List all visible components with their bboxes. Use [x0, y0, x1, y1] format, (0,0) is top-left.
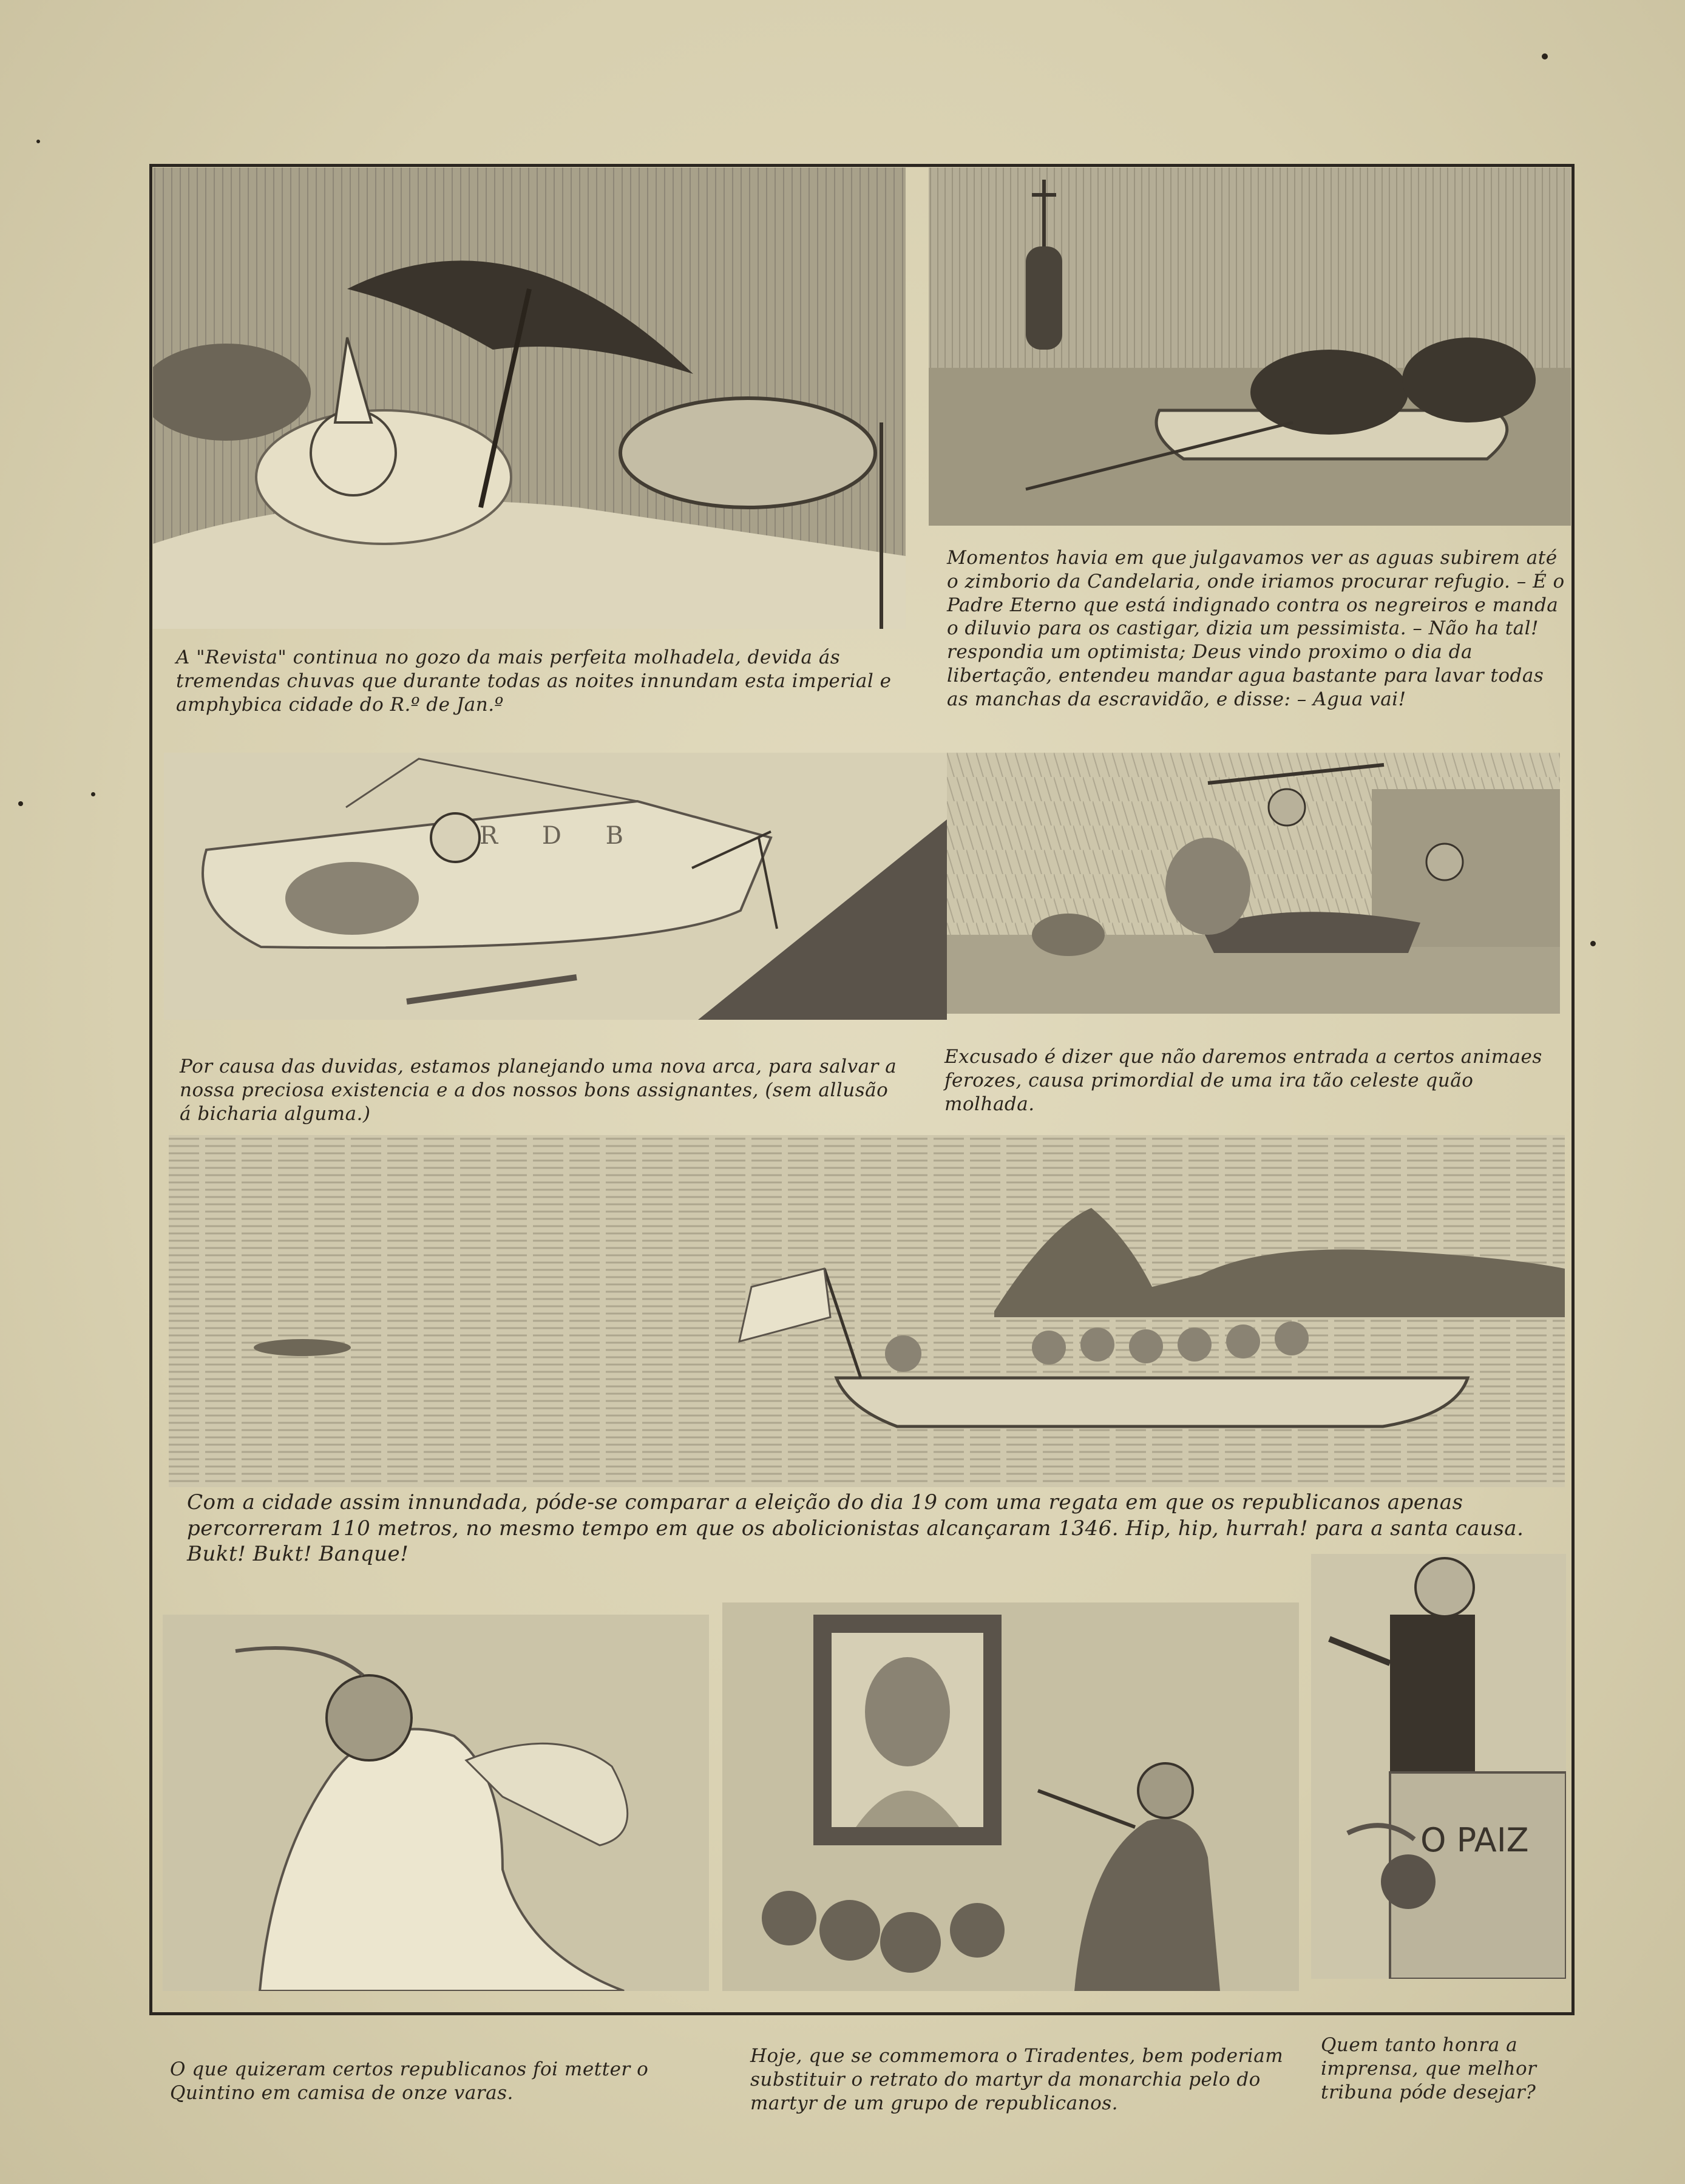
panel-o-paiz-tribune: [1311, 1554, 1566, 1979]
o-paiz-sign: O PAIZ: [1420, 1821, 1529, 1859]
caption-candelaria: Momentos havia em que julgavamos ver as aguas subirem até o zimborio da Candelaria, onde iriamos procurar refugio. – É o Padre Eterno que está indignado contra os negreiros e manda o diluvio para os castigar, dizia um pessimista. – Não ha tal! respondia um optimista; Deus vindo proximo o dia da libertação, entendeu mandar agua bastante para lavar todas as manchas da escravidão, e disse: – Agua vai!: [947, 547, 1565, 710]
ink-speck: [1590, 941, 1596, 946]
caption-animaes-ferozes: Excusado é dizer que não daremos entrada a certos animaes ferozes, causa primordial de uma ira tão celeste quão molhada.: [944, 1046, 1542, 1115]
panel-regatta: [169, 1135, 1565, 1487]
panel-bed-umbrella: [153, 168, 906, 629]
ink-speck: [1542, 53, 1548, 59]
ink-speck: [18, 801, 23, 806]
panel-straitjacket: [163, 1615, 709, 1991]
caption-regata: Com a cidade assim innundada, póde-se comparar a eleição do dia 19 com uma regata em que os republicanos apenas percorreram 110 metros, no mesmo tempo em que os abolicionistas alcançaram 1346. Hip, hip, hurrah! para a santa causa. Bukt! Bukt! Banque!: [187, 1490, 1524, 1566]
panel-new-ark: [164, 753, 947, 1020]
caption-revista: A "Revista" continua no gozo da mais perfeita molhadela, devida ás tremendas chuvas que durante todas as noites innundam esta imperial e amphybica cidade do R.º de Jan.º: [176, 646, 892, 716]
ink-speck: [91, 792, 95, 796]
ark-letters: R D B: [480, 822, 642, 850]
caption-quintino: O que quizeram certos republicanos foi metter o Quintino em camisa de onze varas.: [170, 2058, 649, 2104]
caption-tiradentes: Hoje, que se commemora o Tiradentes, bem poderiam substituir o retrato do martyr da monarchia pelo do martyr de um grupo de republicanos.: [750, 2045, 1284, 2114]
panel-ferocious-beasts: [947, 753, 1560, 1014]
ink-speck: [36, 140, 40, 143]
caption-nova-arca: Por causa das duvidas, estamos planejando uma nova arca, para salvar a nossa preciosa existencia e a dos nossos bons assignantes, (sem allusão á bicharia alguma.): [180, 1056, 897, 1125]
panel-tiradentes-portrait: [722, 1602, 1299, 1991]
caption-imprensa: Quem tanto honra a imprensa, que melhor tribuna póde desejar?: [1321, 2034, 1537, 2103]
panel-church-boat: [929, 168, 1571, 526]
